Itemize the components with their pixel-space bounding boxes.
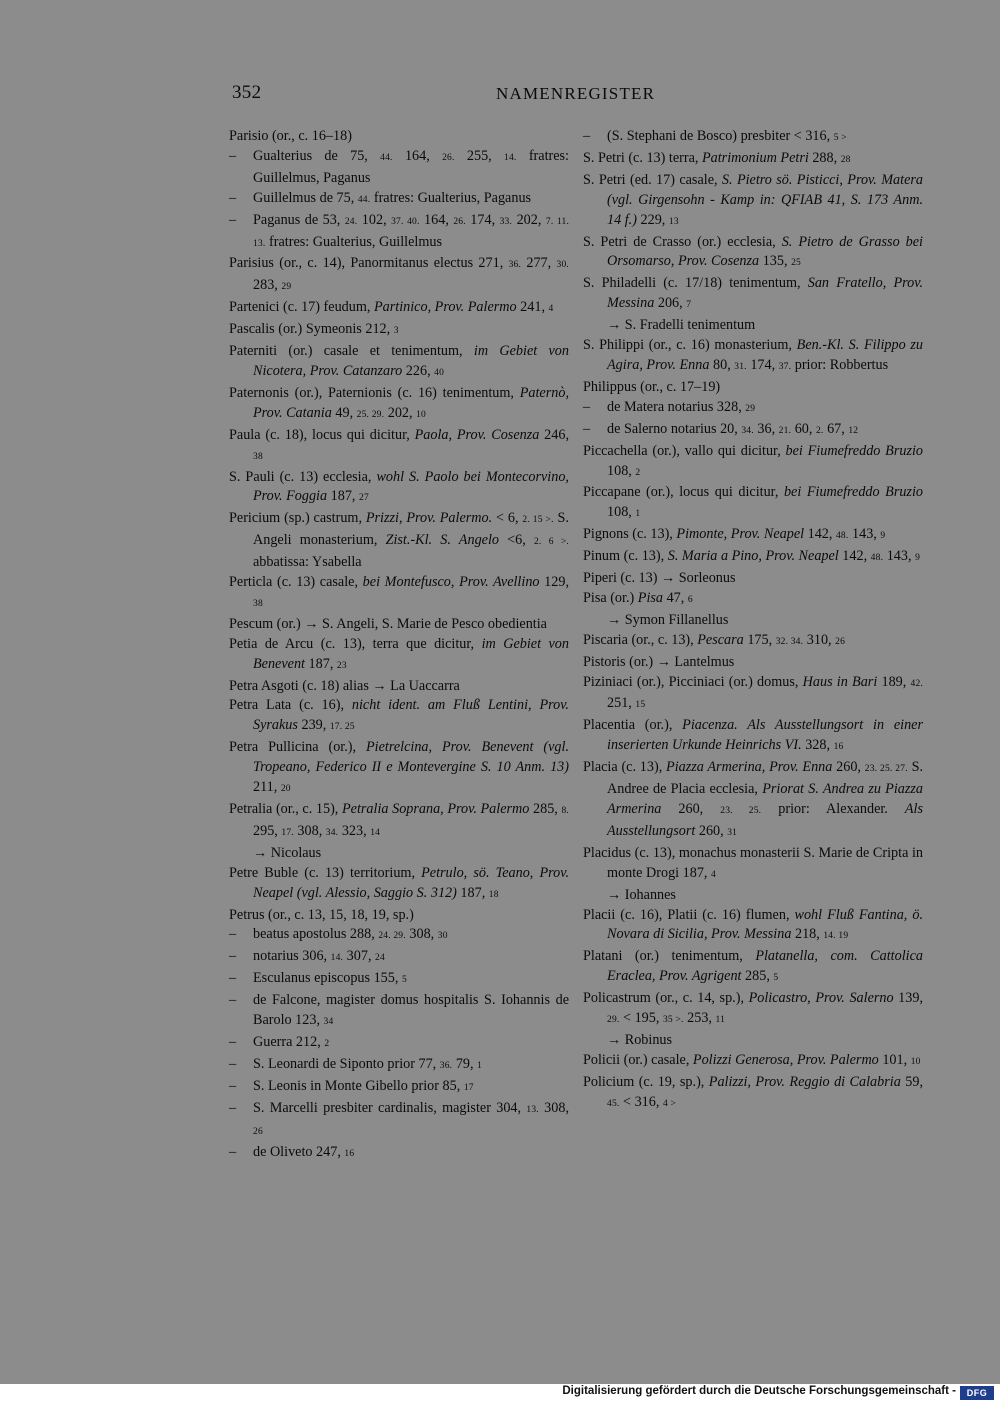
index-entry: Partenici (c. 17) feudum, Partinico, Prov. Palermo 241, 4 (229, 299, 554, 316)
index-column-left (229, 127, 569, 1164)
index-cross-reference: → S. Fradelli tenimentum (607, 317, 756, 334)
index-subentry: – de Matera notarius 328, 29 (583, 398, 756, 415)
index-entry: Platani (or.) tenimentum, Platanella, com. Cattolica Eraclea, Prov. Agrigent 285, 5 (583, 948, 923, 985)
index-entry: Perticla (c. 13) casale, bei Montefusco, Prov. Avellino 129, 38 (229, 574, 570, 609)
index-entry: Pistoris (or.) → Lantelmus (583, 653, 735, 670)
index-entry: Philippus (or., c. 17–19) (583, 378, 721, 395)
index-subentry: – S. Leonis in Monte Gibello prior 85, 17 (229, 1077, 474, 1094)
index-column-right (583, 127, 923, 1115)
index-entry: Paternonis (or.), Paternionis (c. 16) tenimentum, Paternò, Prov. Catania 49, 25. 29. 202, 10 (229, 384, 569, 421)
index-entry: Petre Buble (c. 13) territorium, Petrulo, sö. Teano, Prov. Neapel (vgl. Alessio, Saggio S. 312) 187, 18 (229, 864, 569, 901)
index-subentry: – notarius 306, 14. 307, 24 (229, 948, 385, 965)
index-entry: S. Pauli (c. 13) ecclesia, wohl S. Paolo bei Montecorvino, Prov. Foggia 187, 27 (229, 468, 569, 505)
index-entry: Petra Lata (c. 16), nicht ident. am Fluß Lentini, Prov. Syrakus 239, 17. 25 (229, 697, 569, 734)
index-entry: Piscaria (or., c. 13), Pescara 175, 32. 34. 310, 26 (583, 631, 846, 648)
index-cross-reference: → Nicolaus (253, 844, 322, 861)
index-entry: Pescum (or.) → S. Angeli, S. Marie de Pesco obedientia (229, 615, 547, 632)
index-subentry: – Esculanus episcopus 155, 5 (229, 970, 407, 987)
dfg-logo-icon: DFG (960, 1386, 994, 1400)
index-entry: Placidus (c. 13), monachus monasterii S. Marie de Cripta in monte Drogi 187, 4 (583, 844, 923, 881)
index-entry: Policium (c. 19, sp.), Palizzi, Prov. Reggio di Calabria 59, 45. < 316, 4 > (583, 1073, 924, 1110)
index-entry: Piccapane (or.), locus qui dicitur, bei Fiumefreddo Bruzio 108, 1 (583, 484, 923, 521)
index-entry: Placia (c. 13), Piazza Armerina, Prov. Enna 260, 23. 25. 27. S. Andree de Placia ecclesia, Priorat S. Andrea zu Piazza Armerina 260, 23. 25. prior: Alexander. Als Ausstellungsort 260, 31 (583, 759, 924, 839)
index-entry: Policastrum (or., c. 14, sp.), Policastro, Prov. Salerno 139, 29. < 195, 35 >. 253, 11 (583, 990, 924, 1027)
index-entry: Policii (or.) casale, Polizzi Generosa, Prov. Palermo 101, 10 (583, 1051, 921, 1068)
index-subentry: – Paganus de 53, 24. 102, 37. 40. 164, 26. 174, 33. 202, 7. 11. 13. fratres: Gualterius, Guillelmus (229, 211, 570, 250)
page-number: 352 (232, 82, 262, 103)
index-subentry: – S. Leonardi de Siponto prior 77, 36. 79, 1 (229, 1055, 483, 1072)
index-subentry: – S. Marcelli presbiter cardinalis, magister 304, 13. 308, 26 (229, 1099, 569, 1137)
index-entry: Parisius (or., c. 14), Panormitanus electus 271, 36. 277, 30. 283, 29 (229, 255, 569, 294)
index-entry: S. Petri de Crasso (or.) ecclesia, S. Pietro de Grasso bei Orsomarso, Prov. Cosenza 135, 25 (583, 233, 923, 270)
index-cross-reference: → Symon Fillanellus (607, 611, 729, 628)
index-entry: Petrus (or., c. 13, 15, 18, 19, sp.) (229, 906, 414, 923)
index-entry: Placii (c. 16), Platii (c. 16) flumen, wohl Fluß Fantina, ö. Novara di Sicilia, Prov. Messina 218, 14. 19 (583, 906, 923, 943)
index-entry: Pascalis (or.) Symeonis 212, 3 (229, 321, 399, 338)
index-entry: Pisa (or.) Pisa 47, 6 (583, 589, 693, 606)
index-subentry: – Gualterius de 75, 44. 164, 26. 255, 14. fratres: Guillelmus, Paganus (229, 147, 569, 186)
running-head: NAMENREGISTER (496, 84, 656, 103)
index-cross-reference: → Iohannes (607, 886, 676, 903)
index-entry: Petia de Arcu (c. 13), terra que dicitur, im Gebiet von Benevent 187, 23 (229, 635, 569, 672)
index-entry: S. Petri (ed. 17) casale, S. Pietro sö. Pisticci, Prov. Matera (vgl. Girgensohn - Kamp in: QFIAB 41, S. 173 Anm. 14 f.) 229, 13 (583, 171, 923, 228)
index-entry: Paterniti (or.) casale et tenimentum, im Gebiet von Nicotera, Prov. Catanzaro 226, 40 (229, 343, 569, 379)
index-entry: Piziniaci (or.), Picciniaci (or.) domus, Haus in Bari 189, 42. 251, 15 (583, 673, 924, 712)
digitization-footer (0, 1384, 1000, 1402)
index-entry: S. Philadelli (c. 17/18) tenimentum, San Fratello, Prov. Messina 206, 7 (583, 275, 923, 312)
index-subentry: – de Oliveto 247, 16 (229, 1143, 355, 1160)
index-entry: Parisio (or., c. 16–18) (229, 128, 352, 144)
funding-credit: Digitalisierung gefördert durch die Deutsche Forschungsgemeinschaft - (562, 1385, 956, 1397)
index-entry: Pericium (sp.) castrum, Prizzi, Prov. Palermo. < 6, 2. 15 >. S. Angeli monasterium, Zist.-Kl. S. Angelo <6, 2. 6 >. abbatissa: Ysabella (229, 510, 569, 571)
index-subentry: – de Salerno notarius 20, 34. 36, 21. 60, 2. 67, 12 (583, 420, 859, 437)
index-subentry: – de Falcone, magister domus hospitalis S. Iohannis de Barolo 123, 34 (229, 992, 569, 1029)
index-subentry: – (S. Stephani de Bosco) presbiter < 316, 5 > (583, 128, 847, 144)
index-entry: Pignons (c. 13), Pimonte, Prov. Neapel 142, 48. 143, 9 (583, 526, 886, 543)
index-entry: Petra Pullicina (or.), Pietrelcina, Prov. Benevent (vgl. Tropeano, Federico II e Montevergine S. 10 Anm. 13) 211, 20 (229, 739, 570, 796)
index-entry: Placentia (or.), Piacenza. Als Ausstellungsort in einer inserierten Urkunde Heinrichs VI. 328, 16 (583, 717, 923, 754)
index-entry: S. Petri (c. 13) terra, Patrimonium Petri 288, 28 (583, 149, 851, 166)
index-entry: Pinum (c. 13), S. Maria a Pino, Prov. Neapel 142, 48. 143, 9 (583, 548, 921, 565)
index-entry: Petralia (or., c. 15), Petralia Soprana, Prov. Palermo 285, 8. 295, 17. 308, 34. 323, 14 (229, 801, 569, 839)
index-cross-reference: → Robinus (607, 1031, 673, 1048)
index-entry: Piperi (c. 13) → Sorleonus (583, 570, 736, 587)
index-subentry: – beatus apostolus 288, 24. 29. 308, 30 (229, 926, 448, 943)
index-entry: Petra Asgoti (c. 18) alias → La Uaccarra (229, 677, 460, 694)
index-entry: S. Philippi (or., c. 16) monasterium, Ben.-Kl. S. Filippo zu Agira, Prov. Enna 80, 31. 174, 37. prior: Robbertus (583, 337, 924, 373)
index-subentry: – Guerra 212, 2 (229, 1033, 330, 1050)
index-subentry: – Guillelmus de 75, 44. fratres: Gualterius, Paganus (229, 189, 532, 206)
index-entry: Piccachella (or.), vallo qui dicitur, bei Fiumefreddo Bruzio 108, 2 (583, 442, 923, 479)
index-entry: Paula (c. 18), locus qui dicitur, Paola, Prov. Cosenza 246, 38 (229, 426, 569, 462)
